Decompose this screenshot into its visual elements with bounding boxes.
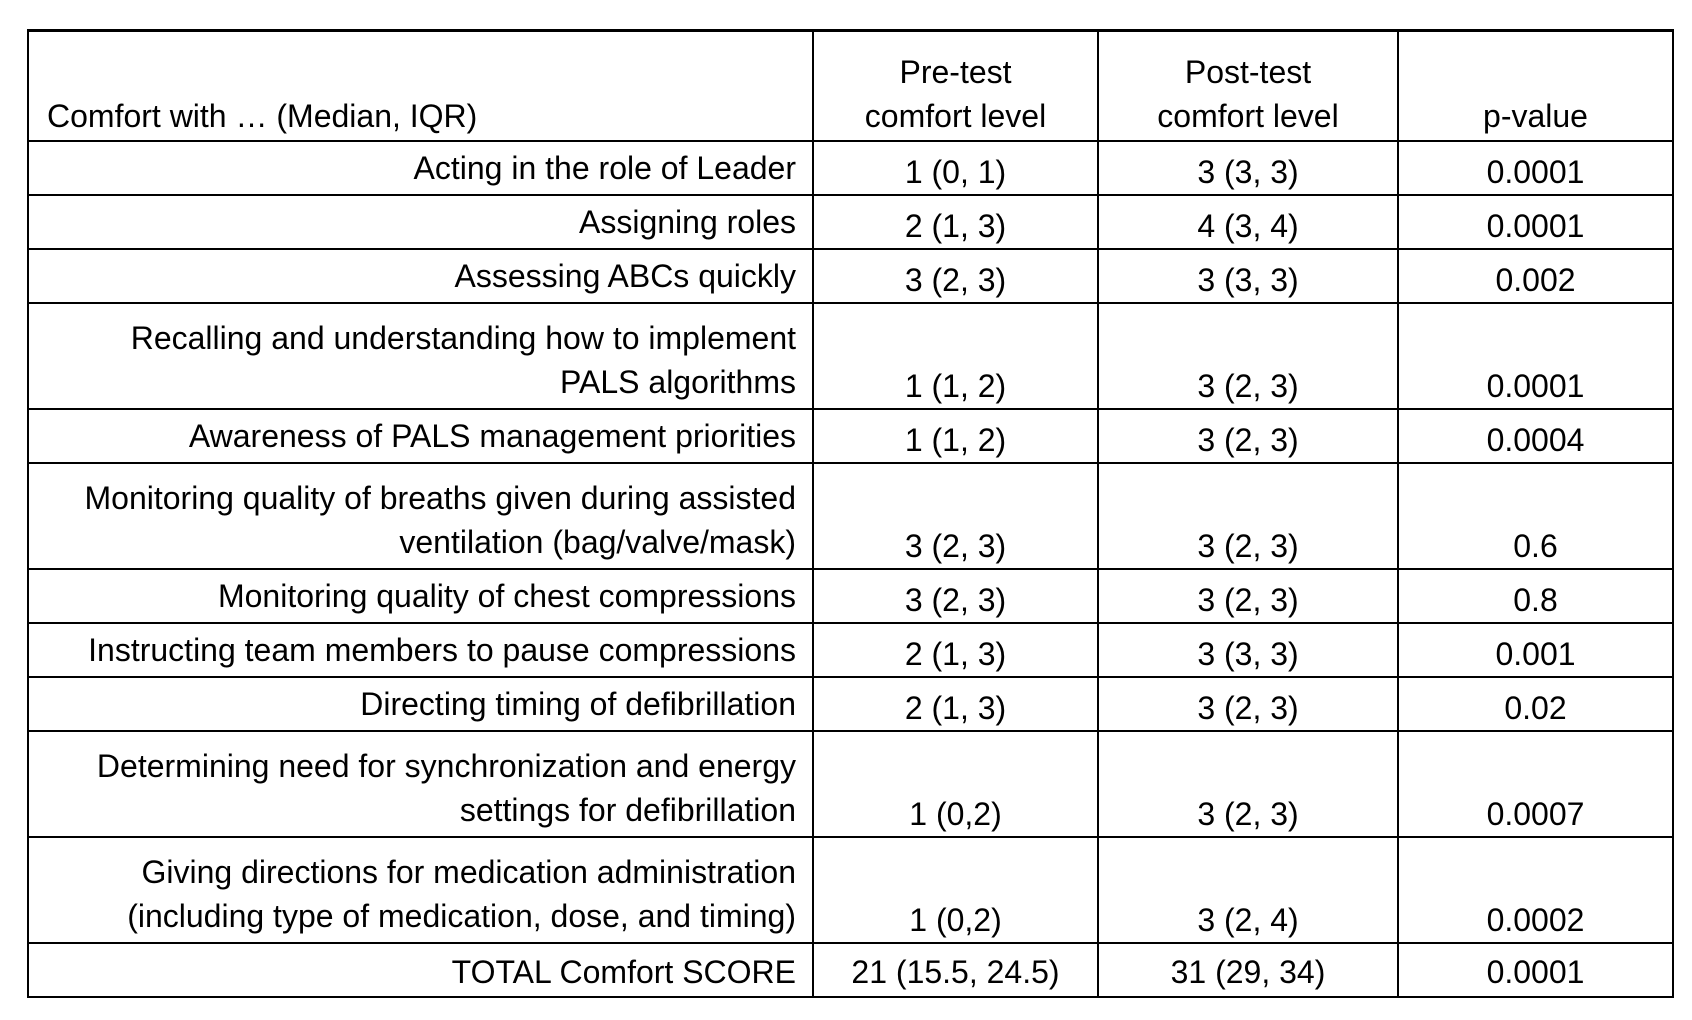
post-test-value: 3 (3, 3)	[1098, 623, 1398, 677]
table-row	[28, 303, 1673, 409]
post-test-value: 3 (2, 3)	[1098, 409, 1398, 463]
header-pre-test	[813, 31, 1098, 141]
pre-test-value: 2 (1, 3)	[813, 623, 1098, 677]
post-test-value: 3 (3, 3)	[1098, 249, 1398, 303]
table-row	[28, 249, 1673, 303]
post-test-value: 3 (2, 3)	[1098, 677, 1398, 731]
row-label-line2: PALS algorithms	[560, 363, 796, 400]
post-test-value: 4 (3, 4)	[1098, 195, 1398, 249]
row-label-line1: Assessing ABCs quickly	[454, 257, 796, 294]
table-row	[28, 731, 1673, 837]
pre-test-value: 3 (2, 3)	[813, 463, 1098, 569]
post-test-value: 3 (3, 3)	[1098, 141, 1398, 195]
comfort-results-table	[27, 29, 1674, 998]
pre-test-value: 2 (1, 3)	[813, 677, 1098, 731]
row-label-line1: Instructing team members to pause compressions	[88, 631, 796, 668]
p-value: 0.0001	[1398, 141, 1673, 195]
row-label-line1: Monitoring quality of chest compressions	[217, 577, 796, 614]
row-label-line1: Acting in the role of Leader	[413, 149, 796, 186]
post-test-value: 3 (2, 4)	[1098, 837, 1398, 943]
row-label	[28, 677, 813, 731]
row-label-line1: Assigning roles	[579, 203, 796, 240]
p-value: 0.0002	[1398, 837, 1673, 943]
row-label-line1: Awareness of PALS management priorities	[188, 417, 796, 454]
table-row	[28, 569, 1673, 623]
row-label-line2: ventilation (bag/valve/mask)	[399, 523, 796, 560]
row-label	[28, 303, 813, 409]
post-test-value: 3 (2, 3)	[1098, 303, 1398, 409]
table-row	[28, 195, 1673, 249]
p-value-total: 0.0001	[1398, 943, 1673, 997]
p-value: 0.02	[1398, 677, 1673, 731]
post-test-value: 3 (2, 3)	[1098, 569, 1398, 623]
pre-test-value: 1 (1, 2)	[813, 303, 1098, 409]
table-row	[28, 463, 1673, 569]
row-label-line1: Determining need for synchronization and energy	[96, 747, 796, 784]
header-row	[28, 31, 1673, 141]
row-label	[28, 195, 813, 249]
pre-test-value: 3 (2, 3)	[813, 249, 1098, 303]
row-label-line1: Monitoring quality of breaths given during assisted	[84, 479, 796, 516]
header-p-value: p-value	[1398, 31, 1673, 141]
row-label	[28, 141, 813, 195]
pre-test-value: 1 (0,2)	[813, 731, 1098, 837]
row-label-line1: TOTAL Comfort SCORE	[451, 953, 796, 990]
row-label	[28, 569, 813, 623]
pre-test-total-value: 21 (15.5, 24.5)	[813, 943, 1098, 997]
header-comfort-with: Comfort with … (Median, IQR)	[28, 31, 813, 141]
row-label	[28, 837, 813, 943]
p-value: 0.0001	[1398, 303, 1673, 409]
table-row	[28, 677, 1673, 731]
pre-test-value: 1 (1, 2)	[813, 409, 1098, 463]
row-label	[28, 409, 813, 463]
header-pre-test-line1: Pre-test	[899, 53, 1012, 90]
table-row	[28, 837, 1673, 943]
row-label-line2: (including type of medication, dose, and timing)	[127, 897, 796, 934]
post-test-value: 3 (2, 3)	[1098, 731, 1398, 837]
p-value: 0.002	[1398, 249, 1673, 303]
p-value: 0.8	[1398, 569, 1673, 623]
pre-test-value: 1 (0, 1)	[813, 141, 1098, 195]
p-value: 0.6	[1398, 463, 1673, 569]
p-value: 0.0007	[1398, 731, 1673, 837]
row-label	[28, 623, 813, 677]
header-post-test-line2: comfort level	[1157, 97, 1339, 134]
p-value: 0.0004	[1398, 409, 1673, 463]
row-label-line1: Giving directions for medication administration	[141, 853, 796, 890]
header-post-test-line1: Post-test	[1184, 53, 1312, 90]
table-row	[28, 141, 1673, 195]
row-label-total	[28, 943, 813, 997]
pre-test-value: 1 (0,2)	[813, 837, 1098, 943]
header-post-test	[1098, 31, 1398, 141]
header-pre-test-line2: comfort level	[864, 97, 1047, 134]
post-test-value: 3 (2, 3)	[1098, 463, 1398, 569]
row-label-line1: Recalling and understanding how to implement	[130, 319, 796, 356]
row-label-line2: settings for defibrillation	[459, 791, 796, 828]
pre-test-value: 2 (1, 3)	[813, 195, 1098, 249]
table-row	[28, 623, 1673, 677]
total-row	[28, 943, 1673, 997]
results-table-container	[27, 29, 1674, 998]
p-value: 0.001	[1398, 623, 1673, 677]
row-label-line1: Directing timing of defibrillation	[360, 685, 796, 722]
row-label	[28, 249, 813, 303]
pre-test-value: 3 (2, 3)	[813, 569, 1098, 623]
p-value: 0.0001	[1398, 195, 1673, 249]
table-row	[28, 409, 1673, 463]
row-label	[28, 463, 813, 569]
post-test-total-value: 31 (29, 34)	[1098, 943, 1398, 997]
row-label	[28, 731, 813, 837]
